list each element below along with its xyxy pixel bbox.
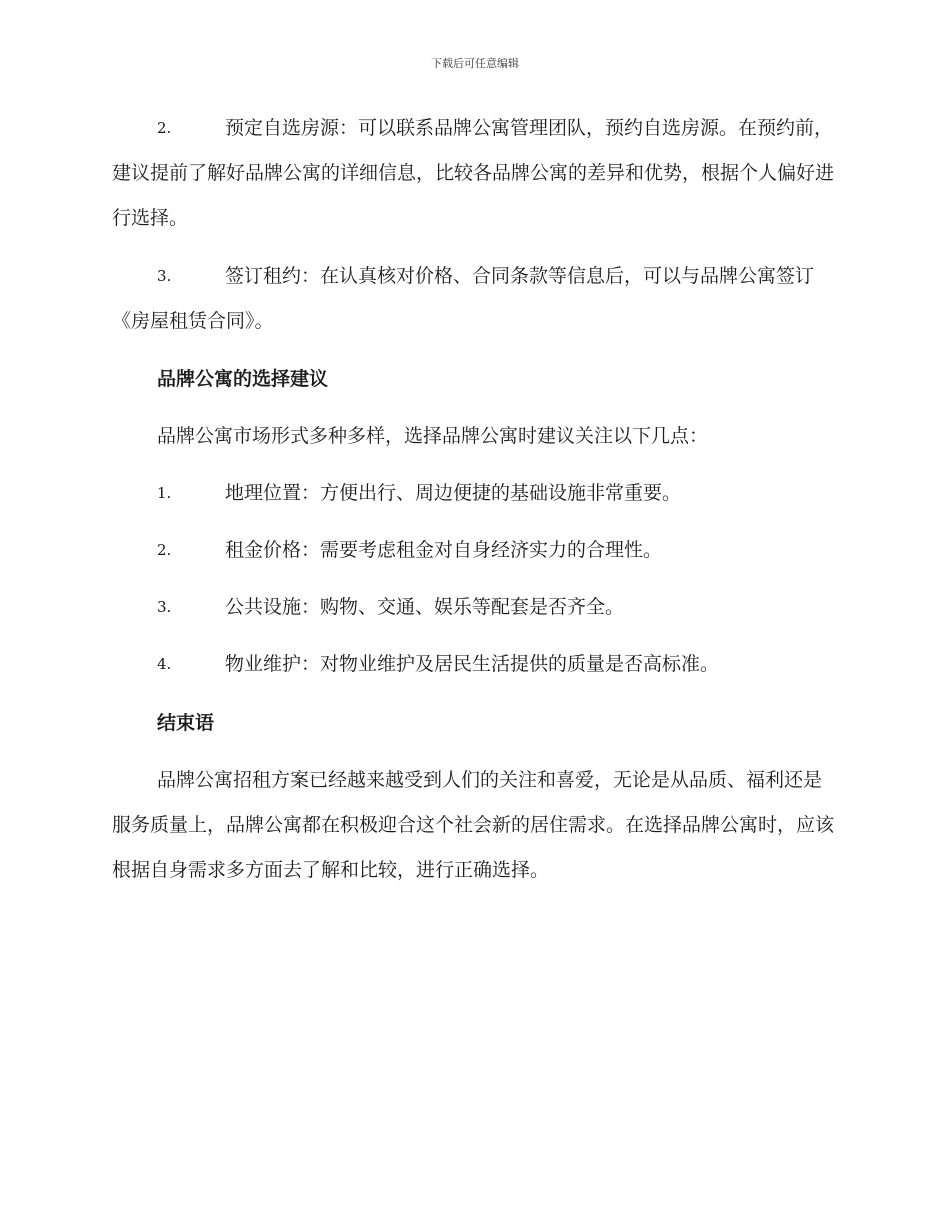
list-item-text: 签订租约：在认真核对价格、合同条款等信息后，可以与品牌公寓签订《房屋租赁合同》。 [112,265,815,332]
list-number: 2. [157,541,172,559]
section-intro: 品牌公寓市场形式多种多样，选择品牌公寓时建议关注以下几点： [157,425,709,447]
list-item-2-reserve [112,106,834,241]
list-item-text: 租金价格：需要考虑租金对自身经济实力的合理性。 [225,539,663,561]
list-number: 3. [157,598,172,616]
list-item-text: 预定自选房源：可以联系品牌公寓管理团队，预约自选房源。在预约前，建议提前了解好品牌公寓的详细信息，比较各品牌公寓的差异和优势，根据个人偏好进行选择。 [112,117,835,229]
list-item-3-sign [112,254,834,344]
list-item-text: 物业维护：对物业维护及居民生活提供的质量是否高标准。 [225,653,720,675]
list-item [157,642,837,687]
list-item [157,585,837,630]
list-number: 2. [157,119,172,137]
list-item-text: 地理位置：方便出行、周边便捷的基础设施非常重要。 [225,482,682,504]
list-number: 3. [157,267,172,285]
section-heading-conclusion: 结束语 [157,712,215,734]
conclusion-paragraph: 品牌公寓招租方案已经越来越受到人们的关注和喜爱，无论是从品质、福利还是服务质量上，品牌公寓都在积极迎合这个社会新的居住需求。在选择品牌公寓时，应该根据自身需求多方面去了解和比较，进行正确选择。 [112,769,835,881]
list-number: 1. [157,484,172,502]
list-number: 4. [157,655,172,673]
list-item [157,471,837,516]
list-item-text: 公共设施：购物、交通、娱乐等配套是否齐全。 [225,596,625,618]
list-item [157,528,837,573]
page-header: 下载后可任意编辑 [431,57,519,70]
section-heading-selection: 品牌公寓的选择建议 [157,368,329,390]
